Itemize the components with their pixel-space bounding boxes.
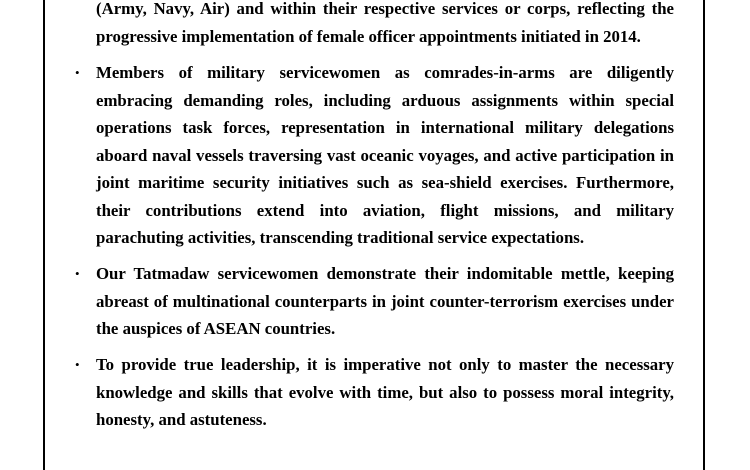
bullet-text: To provide true leadership, it is imperative not only to master the necessary knowledge and skills that evolve with time, but also to possess moral integrity, honesty, and astuteness. <box>96 355 674 429</box>
bullet-text: Members of military servicewomen as comrades-in-arms are diligently embracing demanding roles, including arduous assignments within special operations task forces, representation in international military delegations aboard naval vessels traversing vast oceanic voyages, and active participation in joint maritime security initiatives such as sea-shield exercises. Furthermore, their contributions extend into aviation, flight missions, and military parachuting activities, transcending traditional service expectations. <box>96 63 674 247</box>
bullet-item-asean-exercises <box>75 260 674 343</box>
bullet-mark: • <box>75 357 80 372</box>
bullet-text: Our Tatmadaw servicewomen demonstrate their indomitable mettle, keeping abreast of multinational counterparts in joint counter-terrorism exercises under the auspices of ASEAN countries. <box>96 264 674 338</box>
bullet-mark: • <box>75 65 80 80</box>
bullet-item-servicewomen-roles <box>75 59 674 252</box>
document-body <box>75 0 674 442</box>
bullet-mark: • <box>75 266 80 281</box>
bullet-item-leadership <box>75 351 674 434</box>
continued-paragraph: (Army, Navy, Air) and within their respective services or corps, reflecting the progressive implementation of female officer appointments initiated in 2014. <box>96 0 674 46</box>
